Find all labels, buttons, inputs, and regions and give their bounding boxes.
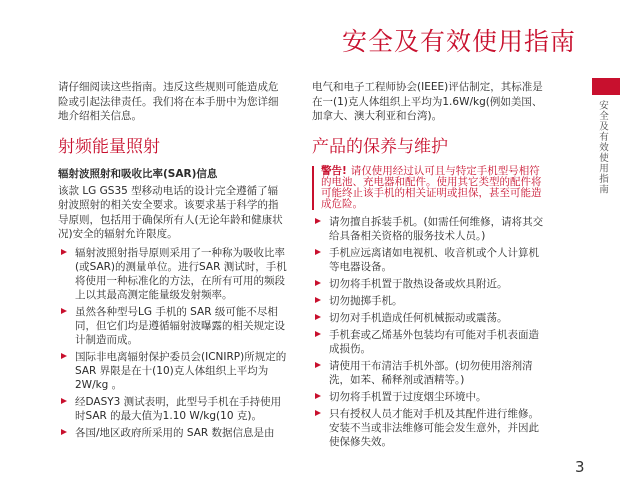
care-bullet-list: [312, 215, 546, 449]
list-item-text: 手机套或乙烯基外包装均有可能对手机表面造成损伤。: [329, 328, 539, 355]
bullet-triangle-icon: [315, 393, 321, 399]
bullet-triangle-icon: [315, 249, 321, 255]
list-item: [58, 305, 288, 347]
bullet-triangle-icon: [315, 362, 321, 368]
page-title: 安全及有效使用指南: [341, 27, 576, 56]
list-item: [312, 294, 546, 308]
list-item-text: 各国/地区政府所采用的 SAR 数据信息是由: [75, 426, 275, 439]
warning-text: 请仅使用经过认可且与特定手机型号相符的电池、充电器和配件。使用其它类型的配件将可能终止该手机的相关证明或担保，甚至可能造成危险。: [321, 164, 542, 210]
list-item-text: 经DASY3 测试表明，此型号手机在手持使用时SAR 的最大值为1.10 W/kg(10 克)。: [75, 395, 282, 422]
sar-bullet-list: [58, 246, 288, 440]
subsection-title-sar: 辐射波照射和吸收比率(SAR)信息: [58, 167, 218, 180]
intro-paragraph: 请仔细阅读这些指南。违反这些规则可能造成危险或引起法律责任。我们将在本手册中为您详细地介绍相关信息。: [58, 81, 279, 122]
list-item: [312, 359, 546, 387]
list-item-text: 手机应远离诸如电视机、收音机或个人计算机等电器设备。: [329, 246, 539, 273]
list-item-text: 只有授权人员才能对手机及其配件进行维修。安装不当或非法维修可能会发生意外，并因此使保修失效。: [329, 407, 539, 448]
list-item-text: 国际非电离辐射保护委员会(ICNIRP)所规定的SAR 界限是在十(10)克人体组织上平均为2W/kg 。: [75, 350, 287, 391]
list-item: [312, 215, 546, 243]
bullet-triangle-icon: [61, 429, 67, 435]
bullet-triangle-icon: [315, 218, 321, 224]
list-item: [312, 328, 546, 356]
section-title-rf-exposure: 射频能量照射: [58, 136, 160, 157]
bullet-triangle-icon: [61, 353, 67, 359]
side-tab-marker: [592, 78, 620, 95]
section-title-care-maintenance: 产品的保养与维护: [312, 136, 448, 157]
bullet-triangle-icon: [315, 410, 321, 416]
list-item-text: 请勿擅自拆装手机。(如需任何维修，请将其交给具备相关资格的服务技术人员。): [329, 215, 544, 242]
bullet-triangle-icon: [315, 280, 321, 286]
list-item-text: 辐射波照射指导原则采用了一种称为吸收比率(或SAR)的测量单位。进行SAR 测试时，手机将使用一种标准化的方法，在所有可用的频段上以其最高测定能量级发射频率。: [75, 246, 287, 301]
list-item-text: 请使用干布清洁手机外部。(切勿使用溶剂清洗，如苯、稀释剂或酒精等。): [329, 359, 533, 386]
continued-paragraph: 电气和电子工程师协会(IEEE)评估制定，其标准是在一(1)克人体组织上平均为1.6W/kg(例如美国、加拿大、澳大利亚和台湾)。: [312, 81, 543, 122]
list-item-text: 切勿将手机置于散热设备或炊具附近。: [329, 277, 508, 290]
warning-label: 警告!: [321, 164, 347, 177]
list-item-text: 切勿对手机造成任何机械振动或震荡。: [329, 311, 508, 324]
page-number: 3: [575, 458, 585, 476]
sar-body-paragraph: 该款 LG GS35 型移动电话的设计完全遵循了辐射波照射的相关安全要求。该要求基于科学的指导原则，包括用于确保所有人(无论年龄和健康状况)安全的辐射允许限度。: [58, 184, 283, 240]
list-item-text: 切勿抛掷手机。: [329, 294, 403, 307]
list-item: [312, 277, 546, 291]
side-tab-label: 安全及有效使用指南: [597, 100, 608, 195]
left-column: [58, 80, 288, 443]
bullet-triangle-icon: [61, 249, 67, 255]
list-item: [312, 390, 546, 404]
list-item: [312, 407, 546, 449]
warning-box: [312, 166, 546, 210]
list-item-text: 虽然各种型号LG 手机的 SAR 级可能不尽相同，但它们均是遵循辐射波曝露的相关规定设计制造而成。: [75, 305, 285, 346]
bullet-triangle-icon: [315, 297, 321, 303]
list-item: [58, 426, 288, 440]
list-item: [58, 395, 288, 423]
list-item-text: 切勿将手机置于过度烟尘环境中。: [329, 390, 487, 403]
list-item: [58, 350, 288, 392]
list-item: [58, 246, 288, 302]
bullet-triangle-icon: [315, 331, 321, 337]
bullet-triangle-icon: [61, 308, 67, 314]
list-item: [312, 246, 546, 274]
list-item: [312, 311, 546, 325]
bullet-triangle-icon: [315, 314, 321, 320]
bullet-triangle-icon: [61, 398, 67, 404]
right-column: [312, 80, 546, 452]
